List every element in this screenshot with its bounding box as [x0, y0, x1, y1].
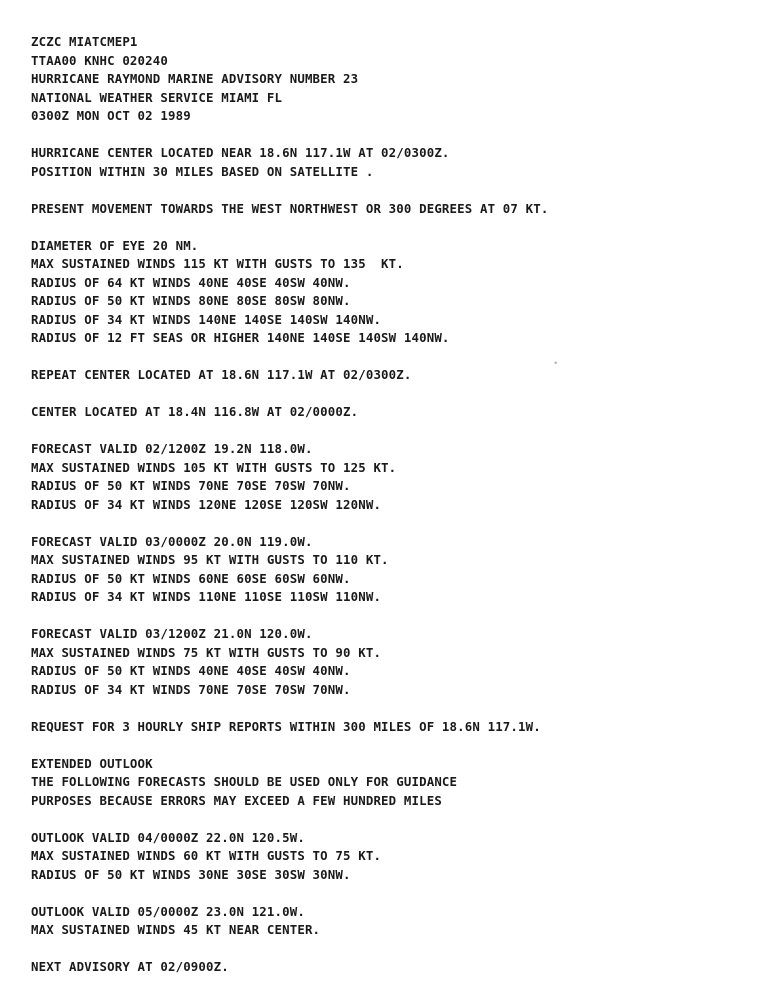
- marine-advisory-text: [31, 33, 756, 995]
- advisory-line: RADIUS OF 50 KT WINDS 40NE 40SE 40SW 40NW.: [31, 663, 351, 678]
- advisory-line: NEXT ADVISORY AT 02/0900Z.: [31, 959, 229, 974]
- advisory-paragraph: [31, 829, 756, 885]
- advisory-line: FORECAST VALID 03/1200Z 21.0N 120.0W.: [31, 626, 313, 641]
- advisory-line: HURRICANE RAYMOND MARINE ADVISORY NUMBER 23: [31, 71, 359, 86]
- advisory-line: 0300Z MON OCT 02 1989: [31, 108, 191, 123]
- advisory-line: RADIUS OF 12 FT SEAS OR HIGHER 140NE 140SE 140SW 140NW.: [31, 330, 450, 345]
- scan-speck-mark: •: [553, 359, 559, 369]
- advisory-line: PRESENT MOVEMENT TOWARDS THE WEST NORTHWEST OR 300 DEGREES AT 07 KT.: [31, 200, 549, 216]
- advisory-line: PURPOSES BECAUSE ERRORS MAY EXCEED A FEW HUNDRED MILES: [31, 792, 442, 808]
- advisory-line: MAX SUSTAINED WINDS 75 KT WITH GUSTS TO 90 KT.: [31, 644, 382, 660]
- advisory-paragraph: [31, 237, 756, 348]
- advisory-line: TTAA00 KNHC 020240: [31, 52, 168, 68]
- advisory-line: RADIUS OF 34 KT WINDS 70NE 70SE 70SW 70NW.: [31, 681, 351, 697]
- advisory-line: REQUEST FOR 3 HOURLY SHIP REPORTS WITHIN 300 MILES OF 18.6N 117.1W.: [31, 718, 541, 734]
- advisory-line: EXTENDED OUTLOOK: [31, 755, 153, 771]
- advisory-paragraph: [31, 625, 756, 699]
- advisory-paragraph: [31, 440, 756, 514]
- advisory-paragraph: [31, 958, 756, 977]
- advisory-line: THE FOLLOWING FORECASTS SHOULD BE USED ONLY FOR GUIDANCE: [31, 774, 458, 789]
- advisory-line: ZCZC MIATCMEP1: [31, 34, 138, 49]
- advisory-line: MAX SUSTAINED WINDS 95 KT WITH GUSTS TO 110 KT.: [31, 552, 389, 567]
- advisory-paragraph: [31, 903, 756, 940]
- advisory-paragraph: [31, 403, 756, 422]
- advisory-line: MAX SUSTAINED WINDS 105 KT WITH GUSTS TO 125 KT.: [31, 459, 397, 475]
- advisory-paragraph: [31, 755, 756, 811]
- advisory-line: POSITION WITHIN 30 MILES BASED ON SATELLITE .: [31, 163, 374, 179]
- advisory-paragraph: [31, 33, 756, 126]
- advisory-line: OUTLOOK VALID 05/0000Z 23.0N 121.0W.: [31, 903, 305, 919]
- advisory-line: RADIUS OF 50 KT WINDS 60NE 60SE 60SW 60NW.: [31, 570, 351, 586]
- advisory-line: RADIUS OF 64 KT WINDS 40NE 40SE 40SW 40NW.: [31, 274, 351, 290]
- advisory-line: DIAMETER OF EYE 20 NM.: [31, 237, 199, 253]
- advisory-line: REPEAT CENTER LOCATED AT 18.6N 117.1W AT 02/0300Z.: [31, 367, 412, 382]
- advisory-line: NATIONAL WEATHER SERVICE MIAMI FL: [31, 89, 283, 105]
- advisory-line: RADIUS OF 34 KT WINDS 120NE 120SE 120SW 120NW.: [31, 496, 382, 512]
- advisory-paragraph: [31, 144, 756, 181]
- advisory-line: MAX SUSTAINED WINDS 115 KT WITH GUSTS TO 135 KT.: [31, 256, 404, 271]
- advisory-paragraph: [31, 366, 756, 385]
- advisory-line: OUTLOOK VALID 04/0000Z 22.0N 120.5W.: [31, 829, 305, 845]
- advisory-line: RADIUS OF 50 KT WINDS 30NE 30SE 30SW 30NW.: [31, 866, 351, 882]
- advisory-paragraph: [31, 533, 756, 607]
- advisory-line: MAX SUSTAINED WINDS 45 KT NEAR CENTER.: [31, 922, 321, 937]
- advisory-line: CENTER LOCATED AT 18.4N 116.8W AT 02/0000Z.: [31, 404, 359, 419]
- advisory-line: RADIUS OF 50 KT WINDS 80NE 80SE 80SW 80NW.: [31, 293, 351, 308]
- advisory-line: RADIUS OF 50 KT WINDS 70NE 70SE 70SW 70NW.: [31, 478, 351, 493]
- advisory-line: RADIUS OF 34 KT WINDS 110NE 110SE 110SW 110NW.: [31, 589, 382, 604]
- advisory-line: HURRICANE CENTER LOCATED NEAR 18.6N 117.1W AT 02/0300Z.: [31, 145, 450, 160]
- advisory-paragraph: [31, 200, 756, 219]
- advisory-line: MAX SUSTAINED WINDS 60 KT WITH GUSTS TO 75 KT.: [31, 848, 382, 863]
- advisory-line: RADIUS OF 34 KT WINDS 140NE 140SE 140SW 140NW.: [31, 311, 382, 327]
- advisory-line: FORECAST VALID 03/0000Z 20.0N 119.0W.: [31, 533, 313, 549]
- advisory-line: FORECAST VALID 02/1200Z 19.2N 118.0W.: [31, 441, 313, 456]
- advisory-paragraph: [31, 718, 756, 737]
